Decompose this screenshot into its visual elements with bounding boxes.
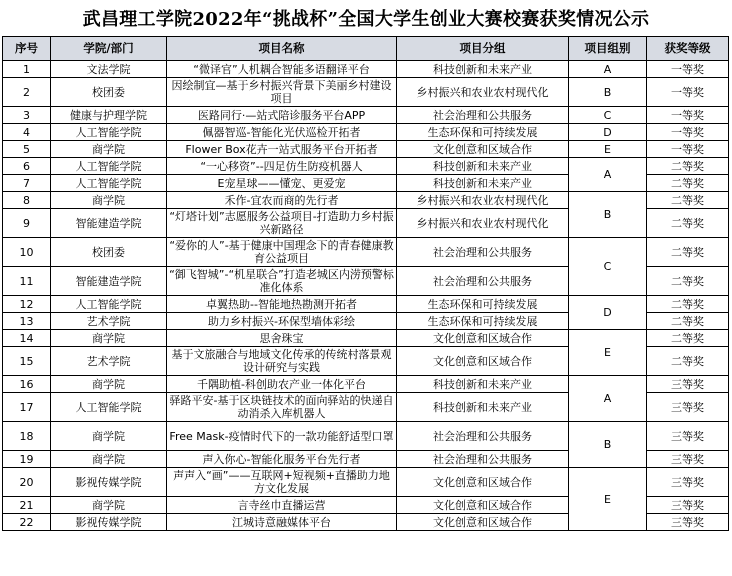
table-row [3, 78, 729, 107]
cell-category: 乡村振兴和农业农村现代化 [397, 192, 569, 209]
cell-no: 10 [3, 238, 51, 267]
cell-category: 科技创新和未来产业 [397, 376, 569, 393]
cell-award: 二等奖 [647, 209, 729, 238]
cell-no: 18 [3, 422, 51, 451]
cell-college: 人工智能学院 [51, 158, 167, 175]
cell-project: E宠星球——懂宠、更爱宠 [167, 175, 397, 192]
cell-no: 9 [3, 209, 51, 238]
cell-college: 智能建造学院 [51, 209, 167, 238]
header-no: 序号 [3, 37, 51, 61]
header-project: 项目名称 [167, 37, 397, 61]
cell-category: 社会治理和公共服务 [397, 238, 569, 267]
cell-category: 科技创新和未来产业 [397, 393, 569, 422]
cell-project: 江城诗意融媒体平台 [167, 514, 397, 531]
table-row [3, 422, 729, 451]
cell-award: 二等奖 [647, 267, 729, 296]
table-row [3, 376, 729, 393]
cell-no: 19 [3, 451, 51, 468]
cell-award: 三等奖 [647, 497, 729, 514]
cell-category: 科技创新和未来产业 [397, 158, 569, 175]
cell-category: 社会治理和公共服务 [397, 107, 569, 124]
cell-no: 14 [3, 330, 51, 347]
cell-project: 驿路平安-基于区块链技术的面向驿站的快递自动消杀入库机器人 [167, 393, 397, 422]
table-row [3, 468, 729, 497]
cell-award: 一等奖 [647, 61, 729, 78]
cell-no: 8 [3, 192, 51, 209]
cell-no: 20 [3, 468, 51, 497]
table-row [3, 124, 729, 141]
cell-category: 文化创意和区域合作 [397, 497, 569, 514]
cell-award: 三等奖 [647, 451, 729, 468]
cell-award: 二等奖 [647, 192, 729, 209]
cell-college: 人工智能学院 [51, 296, 167, 313]
table-row [3, 158, 729, 175]
cell-award: 三等奖 [647, 422, 729, 451]
cell-category: 生态环保和可持续发展 [397, 296, 569, 313]
cell-group: A [569, 376, 647, 422]
cell-project: 声声入“画”——互联网+短视频+直播助力地方文化发展 [167, 468, 397, 497]
cell-no: 6 [3, 158, 51, 175]
cell-category: 文化创意和区域合作 [397, 330, 569, 347]
cell-category: 科技创新和未来产业 [397, 175, 569, 192]
cell-college: 影视传媒学院 [51, 468, 167, 497]
cell-category: 乡村振兴和农业农村现代化 [397, 209, 569, 238]
cell-category: 生态环保和可持续发展 [397, 124, 569, 141]
cell-no: 17 [3, 393, 51, 422]
cell-award: 二等奖 [647, 175, 729, 192]
cell-award: 一等奖 [647, 124, 729, 141]
header-college: 学院/部门 [51, 37, 167, 61]
cell-award: 一等奖 [647, 78, 729, 107]
cell-award: 一等奖 [647, 107, 729, 124]
cell-category: 文化创意和区域合作 [397, 141, 569, 158]
table-row [3, 296, 729, 313]
cell-project: “灯塔计划”志愿服务公益项目-打造助力乡村振兴新路径 [167, 209, 397, 238]
cell-group: A [569, 61, 647, 78]
cell-award: 二等奖 [647, 296, 729, 313]
cell-award: 三等奖 [647, 376, 729, 393]
cell-no: 15 [3, 347, 51, 376]
cell-college: 校团委 [51, 238, 167, 267]
cell-project: 言寺丝巾直播运营 [167, 497, 397, 514]
cell-college: 校团委 [51, 78, 167, 107]
cell-category: 文化创意和区域合作 [397, 514, 569, 531]
cell-college: 商学院 [51, 192, 167, 209]
header-award: 获奖等级 [647, 37, 729, 61]
cell-college: 健康与护理学院 [51, 107, 167, 124]
table-row [3, 107, 729, 124]
cell-college: 人工智能学院 [51, 124, 167, 141]
cell-category: 科技创新和未来产业 [397, 61, 569, 78]
cell-college: 人工智能学院 [51, 175, 167, 192]
cell-category: 生态环保和可持续发展 [397, 313, 569, 330]
cell-group: D [569, 296, 647, 330]
cell-college: 商学院 [51, 451, 167, 468]
cell-group: B [569, 422, 647, 468]
cell-project: 卓翼热助--智能地热勘测开拓者 [167, 296, 397, 313]
cell-category: 文化创意和区域合作 [397, 468, 569, 497]
cell-group: C [569, 238, 647, 296]
table-header-row [3, 37, 729, 61]
cell-college: 商学院 [51, 376, 167, 393]
cell-award: 三等奖 [647, 393, 729, 422]
cell-project: 声入你心-智能化服务平台先行者 [167, 451, 397, 468]
cell-no: 21 [3, 497, 51, 514]
cell-project: 千隅助植-科创助农产业一体化平台 [167, 376, 397, 393]
cell-project: 思舍珠宝 [167, 330, 397, 347]
cell-college: 商学院 [51, 422, 167, 451]
cell-project: Flower Box花卉一站式服务平台开拓者 [167, 141, 397, 158]
cell-college: 人工智能学院 [51, 393, 167, 422]
cell-project: 基于文旅融合与地域文化传承的传统村落景观设计研究与实践 [167, 347, 397, 376]
cell-category: 乡村振兴和农业农村现代化 [397, 78, 569, 107]
page-title: 武昌理工学院2022年“挑战杯”全国大学生创业大赛校赛获奖情况公示 [82, 9, 650, 30]
cell-project: 医路同行·—站式陪诊服务平台APP [167, 107, 397, 124]
cell-college: 艺术学院 [51, 313, 167, 330]
cell-project: 佩器智巡-智能化光伏巡检开拓者 [167, 124, 397, 141]
cell-project: “爱你的人”-基于健康中国理念下的青春健康教育公益项目 [167, 238, 397, 267]
table-row [3, 238, 729, 267]
header-group: 项目组别 [569, 37, 647, 61]
cell-award: 二等奖 [647, 330, 729, 347]
cell-category: 社会治理和公共服务 [397, 267, 569, 296]
cell-no: 11 [3, 267, 51, 296]
cell-no: 13 [3, 313, 51, 330]
cell-college: 智能建造学院 [51, 267, 167, 296]
cell-project: “微译官”人机耦合智能多语翻译平台 [167, 61, 397, 78]
cell-no: 3 [3, 107, 51, 124]
cell-group: B [569, 78, 647, 107]
cell-project: 禾作-宜农而商的先行者 [167, 192, 397, 209]
table-row [3, 192, 729, 209]
cell-college: 文法学院 [51, 61, 167, 78]
cell-group: E [569, 468, 647, 531]
cell-college: 商学院 [51, 141, 167, 158]
table-row [3, 61, 729, 78]
cell-project: Free Mask-疫情时代下的一款功能舒适型口罩 [167, 422, 397, 451]
cell-college: 商学院 [51, 497, 167, 514]
cell-group: C [569, 107, 647, 124]
cell-no: 5 [3, 141, 51, 158]
cell-no: 7 [3, 175, 51, 192]
cell-group: A [569, 158, 647, 192]
cell-award: 二等奖 [647, 238, 729, 267]
cell-project: 因绘制宜—基于乡村振兴背景下美丽乡村建设项目 [167, 78, 397, 107]
table-row [3, 141, 729, 158]
cell-group: E [569, 141, 647, 158]
cell-project: “一心移资”--四足仿生防疫机器人 [167, 158, 397, 175]
cell-no: 4 [3, 124, 51, 141]
table-row [3, 330, 729, 347]
cell-award: 一等奖 [647, 141, 729, 158]
cell-no: 2 [3, 78, 51, 107]
cell-no: 12 [3, 296, 51, 313]
cell-college: 商学院 [51, 330, 167, 347]
cell-award: 二等奖 [647, 313, 729, 330]
cell-project: 助力乡村振兴-环保型墙体彩绘 [167, 313, 397, 330]
cell-group: B [569, 192, 647, 238]
cell-group: E [569, 330, 647, 376]
header-category: 项目分组 [397, 37, 569, 61]
cell-no: 16 [3, 376, 51, 393]
cell-group: D [569, 124, 647, 141]
cell-award: 二等奖 [647, 347, 729, 376]
cell-award: 三等奖 [647, 514, 729, 531]
cell-college: 影视传媒学院 [51, 514, 167, 531]
cell-award: 三等奖 [647, 468, 729, 497]
award-table [2, 36, 729, 531]
cell-no: 1 [3, 61, 51, 78]
cell-category: 文化创意和区域合作 [397, 347, 569, 376]
cell-project: “御飞智城”-“机星联合”打造老城区内涝预警标准化体系 [167, 267, 397, 296]
cell-category: 社会治理和公共服务 [397, 451, 569, 468]
cell-college: 艺术学院 [51, 347, 167, 376]
cell-no: 22 [3, 514, 51, 531]
cell-award: 二等奖 [647, 158, 729, 175]
cell-category: 社会治理和公共服务 [397, 422, 569, 451]
